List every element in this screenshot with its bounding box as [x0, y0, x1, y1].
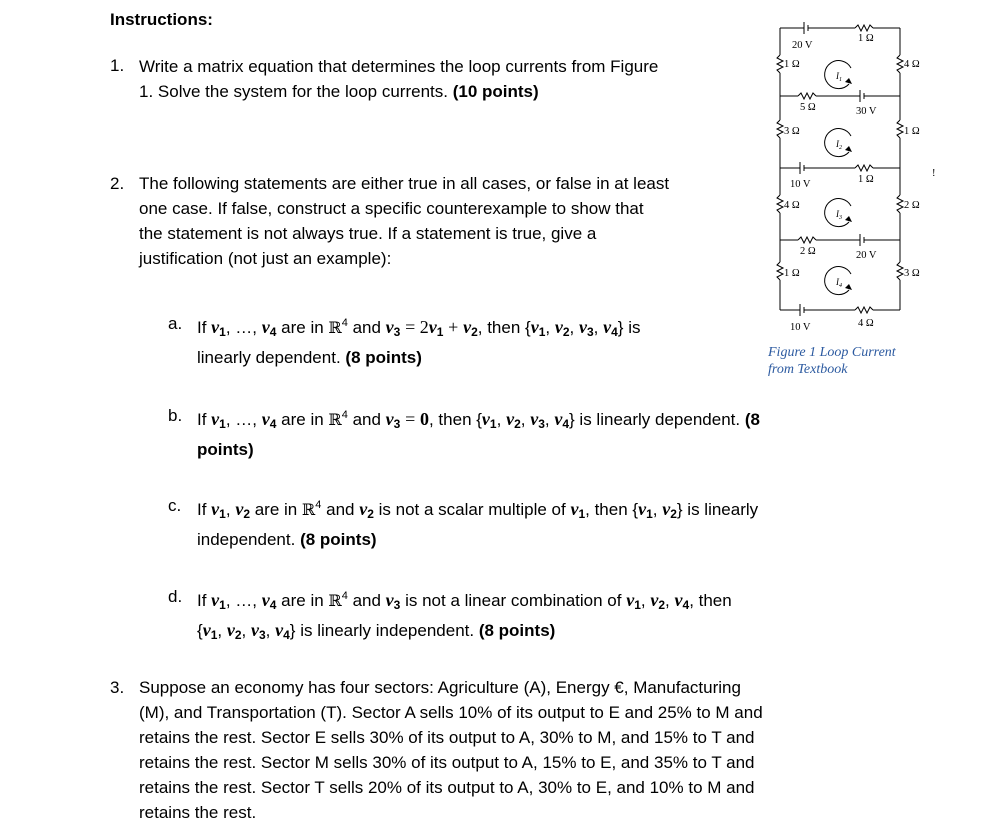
label-4ohm-right1: 4 Ω [904, 59, 920, 70]
q2-line3: the statement is not always true. If a statement is true, give a [139, 224, 597, 243]
q1-text [139, 54, 759, 104]
current-i2: $I_2$ [836, 139, 842, 151]
label-1ohm-top: 1 Ω [858, 33, 874, 44]
q2c-text: If $v_1$, $v_2$ are in ℝ$^4$ and $v_2$ is not a scalar multiple of $v_1$, then {$v_1$, $v_2$} is linearly independent. (8 points) [197, 499, 759, 549]
q3-line5: retains the rest. Sector T sells 20% of its output to A, 30% to E, and 10% to M and [139, 778, 755, 797]
loop-current-circuit-figure [760, 10, 980, 340]
label-1ohm-left4: 1 Ω [784, 268, 800, 279]
label-2ohm-right: 2 Ω [904, 200, 920, 211]
label-20v-mid: 20 V [856, 250, 877, 261]
label-1ohm-right2: 1 Ω [904, 126, 920, 137]
q3-line6: retains the rest. [139, 803, 257, 822]
label-2ohm-mid: 2 Ω [800, 246, 816, 257]
q2d-text: If $v_1$, …, $v_4$ are in ℝ$^4$ and $v_3$ is not a linear combination of $v_1$, $v_2$, $v_4$, then {$v_1$, $v_2$, $v_3$, $v_4$} is linearly independent. (8 points) [197, 590, 732, 642]
q2-number: 2. [110, 174, 125, 193]
label-4ohm-left: 4 Ω [784, 200, 800, 211]
q2a-text: If $v_1$, …, $v_4$ are in ℝ$^4$ and $v_3 = 2v_1 + v_2$, then {$v_1$, $v_2$, $v_3$, $v_4$} is linearly dependent. (8 points) [197, 317, 641, 367]
q2-line4: justification (not just an example): [139, 249, 392, 268]
label-20v-top: 20 V [792, 40, 813, 51]
label-10v-mid: 10 V [790, 179, 811, 190]
page-heading: Instructions: [110, 10, 213, 29]
label-4ohm-bottom: 4 Ω [858, 318, 874, 329]
q3-line3: retains the rest. Sector E sells 30% of its output to A, 30% to M, and 15% to T and [139, 728, 755, 747]
current-i3: $I_3$ [836, 209, 842, 221]
label-1ohm-left1: 1 Ω [784, 59, 800, 70]
q2b-label: b. [168, 406, 183, 425]
q3-line2: (M), and Transportation (T). Sector A sells 10% of its output to E and 25% to M and [139, 703, 763, 722]
label-1ohm-mid: 1 Ω [858, 174, 874, 185]
label-10v-bottom: 10 V [790, 322, 811, 333]
q3-line1: Suppose an economy has four sectors: Agriculture (A), Energy €, Manufacturing [139, 678, 741, 697]
q1-line1: Write a matrix equation that determines the loop currents from Figure [139, 57, 659, 76]
q2d-label: d. [168, 587, 183, 606]
q3-text [139, 675, 899, 825]
stray-mark: ! [932, 168, 936, 179]
q1-line2: 1. Solve the system for the loop currents. (10 points) [139, 82, 539, 101]
q1-points: (10 points) [452, 82, 539, 101]
label-3ohm-right: 3 Ω [904, 268, 920, 279]
current-i1: $I_1$ [836, 71, 842, 83]
q2b-points: points) [197, 440, 254, 459]
q2-line2: one case. If false, construct a specific counterexample to show that [139, 199, 644, 218]
current-i4: $I_4$ [836, 277, 842, 289]
q2c-points: (8 points) [300, 530, 377, 549]
label-30v: 30 V [856, 106, 877, 117]
q3-number: 3. [110, 678, 125, 697]
label-3ohm-left: 3 Ω [784, 126, 800, 137]
q2c-label: c. [168, 496, 182, 515]
q2-text [139, 171, 759, 271]
figure-caption: Figure 1 Loop Current from Textbook [768, 345, 896, 377]
q2-line1: The following statements are either true in all cases, or false in at least [139, 174, 670, 193]
label-5ohm: 5 Ω [800, 102, 816, 113]
q2a-points: (8 points) [345, 348, 422, 367]
q1-number: 1. [110, 56, 125, 75]
q2d-points: (8 points) [478, 621, 556, 640]
q2b-text: If $v_1$, …, $v_4$ are in ℝ$^4$ and $v_3 = 0$, then {$v_1$, $v_2$, $v_3$, $v_4$} is linearly dependent. (8 points) [197, 409, 760, 459]
q2a-label: a. [168, 314, 183, 333]
q3-line4: retains the rest. Sector M sells 30% of its output to A, 15% to E, and 35% to T and [139, 753, 755, 772]
